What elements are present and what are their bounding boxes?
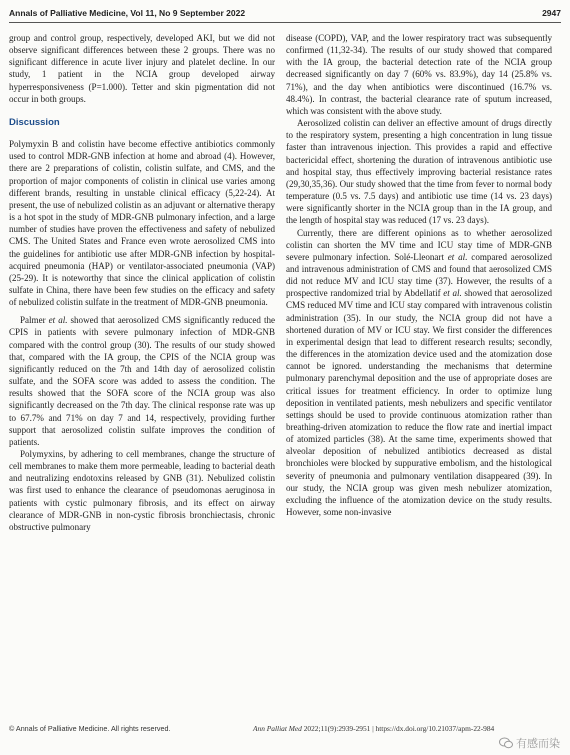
watermark-text: 有感而染	[516, 737, 560, 750]
left-column	[9, 32, 275, 533]
citation-details: 2022;11(9):2939-2951 | https://dx.doi.org/10.21037/apm-22-984	[301, 724, 495, 733]
paragraph-text: Currently, there are different opinions as to whether aerosolized colistin can shorten the MV time and ICU stay time of MDR-GNB severe pulmonary infection. Solé-Lleonart	[286, 227, 552, 262]
watermark	[499, 735, 560, 751]
journal-title: Annals of Palliative Medicine, Vol 11, No 9 September 2022	[9, 8, 246, 18]
header-rule	[9, 22, 561, 23]
paragraph-text: showed that aerosolized CMS reduced MV time and ICU stay compared with intravenous colistin administration (35). In our study, the NCIA group did not have a shortened duration of MV or ICU stay. We first consider the differences in experimental design that lead to different research results; secondly, the differences in the atomization device used and the atomization dose cannot be ignored. understanding the mechanisms that determine pulmonary parenchymal deposition and the use of appropriate doses are critical issues for treatment efficiency. In order to optimize lung deposition in ventilated patients, mesh nebulizers and specific ventilator settings should be used to provide continuous atomization rather than breathing-driven atomization to reduce the flow rate and inertial impact of atomized particles (38). At the same time, experiments showed that alveolar deposition of nebulized antibiotics decreased as distal bronchioles were blocked by suppurative embolism, and the histological severity of pneumonia and pulmonary ventilation disappeared (39). In our study, the NCIA group was given mesh nebulizer atomization, excluding the influence of the atomization device on the study results. However, some non-invasive	[286, 288, 553, 518]
author-name: Palmer	[20, 315, 46, 326]
paragraph	[286, 227, 552, 519]
copyright: © Annals of Palliative Medicine. All rights reserved.	[9, 724, 171, 733]
paragraph: disease (COPD), VAP, and the lower respiratory tract was subsequently confirmed (11,32-34). The results of our study showed that compared with the IA group, the bacterial detection rate of the NCIA group decreased significantly on day 7 (60% vs. 83.9%), day 14 (25.8% vs. 71%), and the day when antibiotics were discontinued (16.7% vs. 48.4%). In contrast, the bacterial clearance rate of sputum increased, which was consistent with the above study.	[286, 33, 552, 116]
paragraph-text: showed that aerosolized CMS significantly reduced the CPIS in patients with severe pulmonary infection of MDR-GNB compared with the control group (30). The results of our study showed that, compared with the IA group, the CPIS of the NCIA group was significantly reduced on the 7th and 14th day of aerosolized colistin sulfate, and the SOFA score was added to assess the condition. The results showed that the SOFA score of the NCIA group was also significantly decreased on the 7th day. The clinical response rate was up to 67.7% and 71% on day 7 and 14, respectively, providing further support that aerosolized colistin sulfate improves the condition of patients.	[9, 315, 275, 447]
page-number: 2947	[542, 8, 561, 18]
paragraph: Polymyxins, by adhering to cell membranes, change the structure of cell membranes to make them more permeable, leading to bacterial death and neutralizing endotoxins released by GNB (31). Nebulized colistin was first used to enhance the clearance of pseudomonas aeruginosa in patients with cystic pulmonary fibrosis, and its effect on airway clearance of MDR-GNB in non-cystic fibrosis bronchiectasis, chronic obstructive pulmonary	[9, 449, 275, 532]
chat-bubble-icon	[499, 737, 513, 749]
citation-journal: Ann Palliat Med	[253, 724, 302, 733]
et-al: et al.	[48, 315, 68, 326]
paragraph: Polymyxin B and colistin have become effective antibiotics commonly used to control MDR-GNB infection at home and abroad (4). However, there are 2 preparations of colistin, colistin sulfate, and CMS, and the proportion of major components of colistin in clinical use varies among different brands, resulting in unstable clinical efficacy (5,22-24). At present, the use of nebulized colistin as an adjuvant or alternative therapy is a hot spot in the study of MDR-GNB pulmonary infection, and a large number of studies have proven the effectiveness and safety of nebulized CMS. The United States and France even wrote aerosolized CMS into the guidelines for antibiotic use after MDR-GNB infection by hospital-acquired pneumonia (HAP) or ventilator-associated pneumonia (VAP) (25-29). It is noteworthy that since the clinical application of colistin sulfate in China, there have been few studies on the efficacy and safety of nebulized colistin sulfate in the treatment of MDR-GNB pneumonia.	[9, 139, 275, 308]
right-column	[286, 32, 552, 518]
et-al: et al.	[447, 251, 468, 262]
et-al: et al.	[443, 288, 462, 299]
running-header	[9, 8, 561, 22]
citation	[253, 724, 494, 733]
paragraph: group and control group, respectively, developed AKI, but we did not observe significant differences between these 2 groups. There was no significant difference in acute liver injury and platelet decline. In our study, 1 patient in the NCIA group developed airway hyperresponsiveness (P=1.000). Tetter and skin pigmentation did not occur in both groups.	[9, 33, 275, 104]
paragraph: Aerosolized colistin can deliver an effective amount of drugs directly to the respiratory system, presenting a high concentration in lung tissue faster than intravenous injection. This provides a rapid and effective bactericidal effect, shortening the duration of intravenous antibiotic use and hospital stay, thus effectively improving bacterial resistance rates (29,30,35,36). Our study showed that the time from fever to normal body temperature (0.5 vs. 7.5 days) and antibiotic use time (14 vs. 23 days) were significantly shorter in the NCIA group than in the IA group, and the length of hospital stay was reduced (17 vs. 23 days).	[286, 118, 552, 226]
section-heading-discussion: Discussion	[9, 116, 60, 128]
paragraph	[9, 314, 275, 448]
paragraph-text: compared aerosolized and intravenous administration of CMS and found that aerosolized CMS did not reduce MV and ICU stay time (37). However, the results of a prospective randomized trial by Abdellatif	[286, 251, 552, 299]
